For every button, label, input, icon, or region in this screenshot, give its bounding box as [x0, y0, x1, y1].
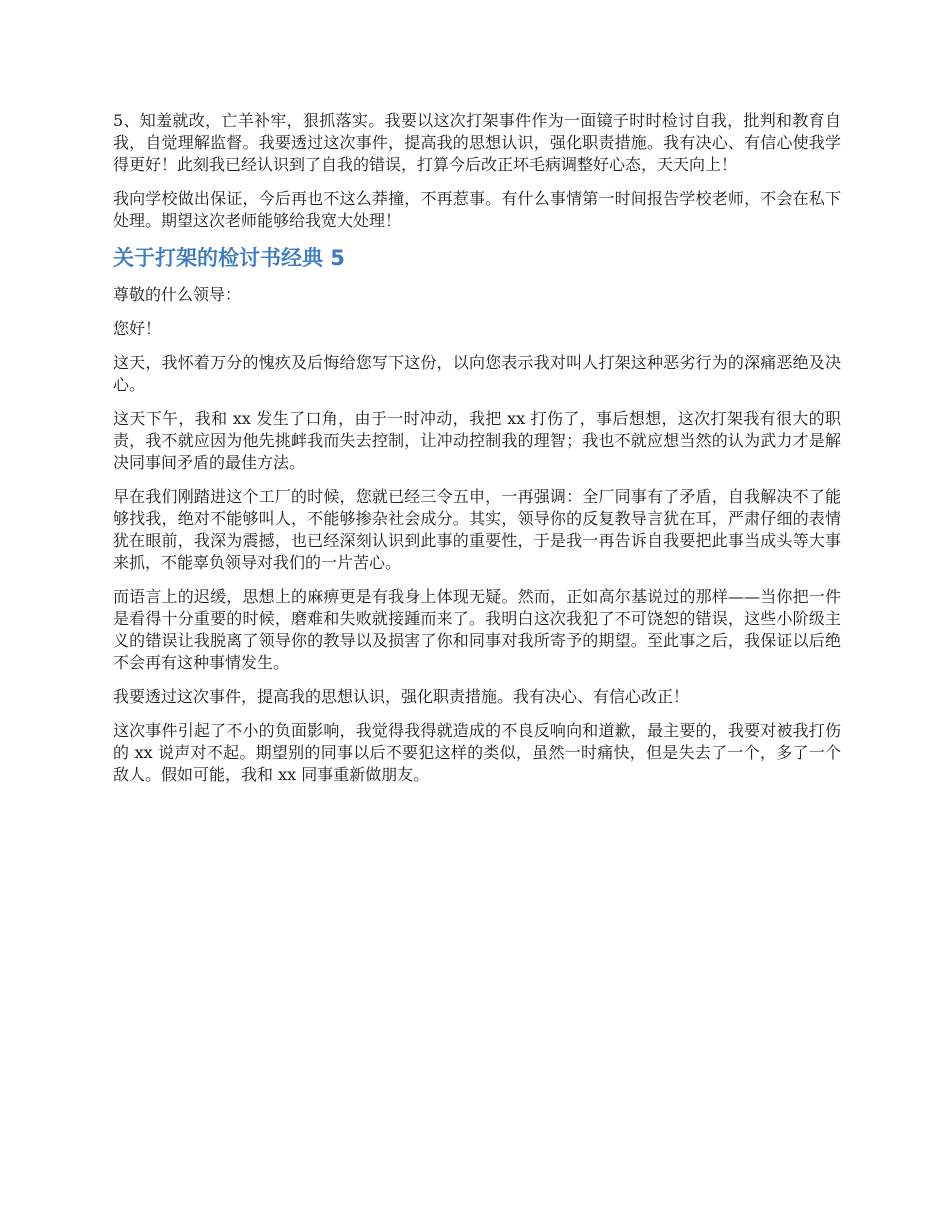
salutation: 尊敬的什么领导： [113, 285, 242, 304]
greeting: 您好！ [113, 319, 162, 338]
paragraph: 5、知羞就改，亡羊补牢，狠抓落实。我要以这次打架事件作为一面镜子时时检讨自我，批判和教育自我，自觉理解监督。我要透过这次事件，提高我的思想认识，强化职责措施。我有决心、有信心使我学得更好！此刻我已经认识到了自我的错误，打算今后改正坏毛病调整好心态，天天向上！ [113, 111, 841, 174]
paragraph: 这次事件引起了不小的负面影响，我觉得我得就造成的不良反响向和道歉，最主要的，我要对被我打伤的 xx 说声对不起。期望别的同事以后不要犯这样的类似，虽然一时痛快，但是失去了一个，多了一个敌人。假如可能，我和 xx 同事重新做朋友。 [113, 721, 841, 784]
paragraph: 早在我们刚踏进这个工厂的时候，您就已经三令五申，一再强调：全厂同事有了矛盾，自我解决不了能够找我，绝对不能够叫人，不能够掺杂社会成分。其实，领导你的反复教导言犹在耳，严肃仔细的表情犹在眼前，我深为震撼，也已经深刻认识到此事的重要性，于是我一再告诉自我要把此事当成头等大事来抓，不能辜负领导对我们的一片苦心。 [113, 487, 841, 572]
paragraph: 我向学校做出保证，今后再也不这么莽撞，不再惹事。有什么事情第一时间报告学校老师，不会在私下处理。期望这次老师能够给我宽大处理！ [113, 189, 841, 230]
paragraph: 这天，我怀着万分的愧疚及后悔给您写下这份，以向您表示我对叫人打架这种恶劣行为的深痛恶绝及决心。 [113, 353, 841, 394]
section-heading: 关于打架的检讨书经典 5 [113, 246, 345, 270]
paragraph: 我要透过这次事件，提高我的思想认识，强化职责措施。我有决心、有信心改正！ [113, 687, 690, 706]
paragraph: 而语言上的迟缓，思想上的麻痹更是有我身上体现无疑。然而，正如高尔基说过的那样——当你把一件是看得十分重要的时候，磨难和失败就接踵而来了。我明白这次我犯了不可饶恕的错误，这些小阶级主义的错误让我脱离了领导你的教导以及损害了你和同事对我所寄予的期望。至此事之后，我保证以后绝不会再有这种事情发生。 [113, 587, 841, 672]
document-page [113, 110, 841, 798]
paragraph: 这天下午，我和 xx 发生了口角，由于一时冲动，我把 xx 打伤了，事后想想，这次打架我有很大的职责，我不就应因为他先挑衅我而失去控制，让冲动控制我的理智；我也不就应想当然的认为武力才是解决同事间矛盾的最佳方法。 [113, 409, 841, 472]
